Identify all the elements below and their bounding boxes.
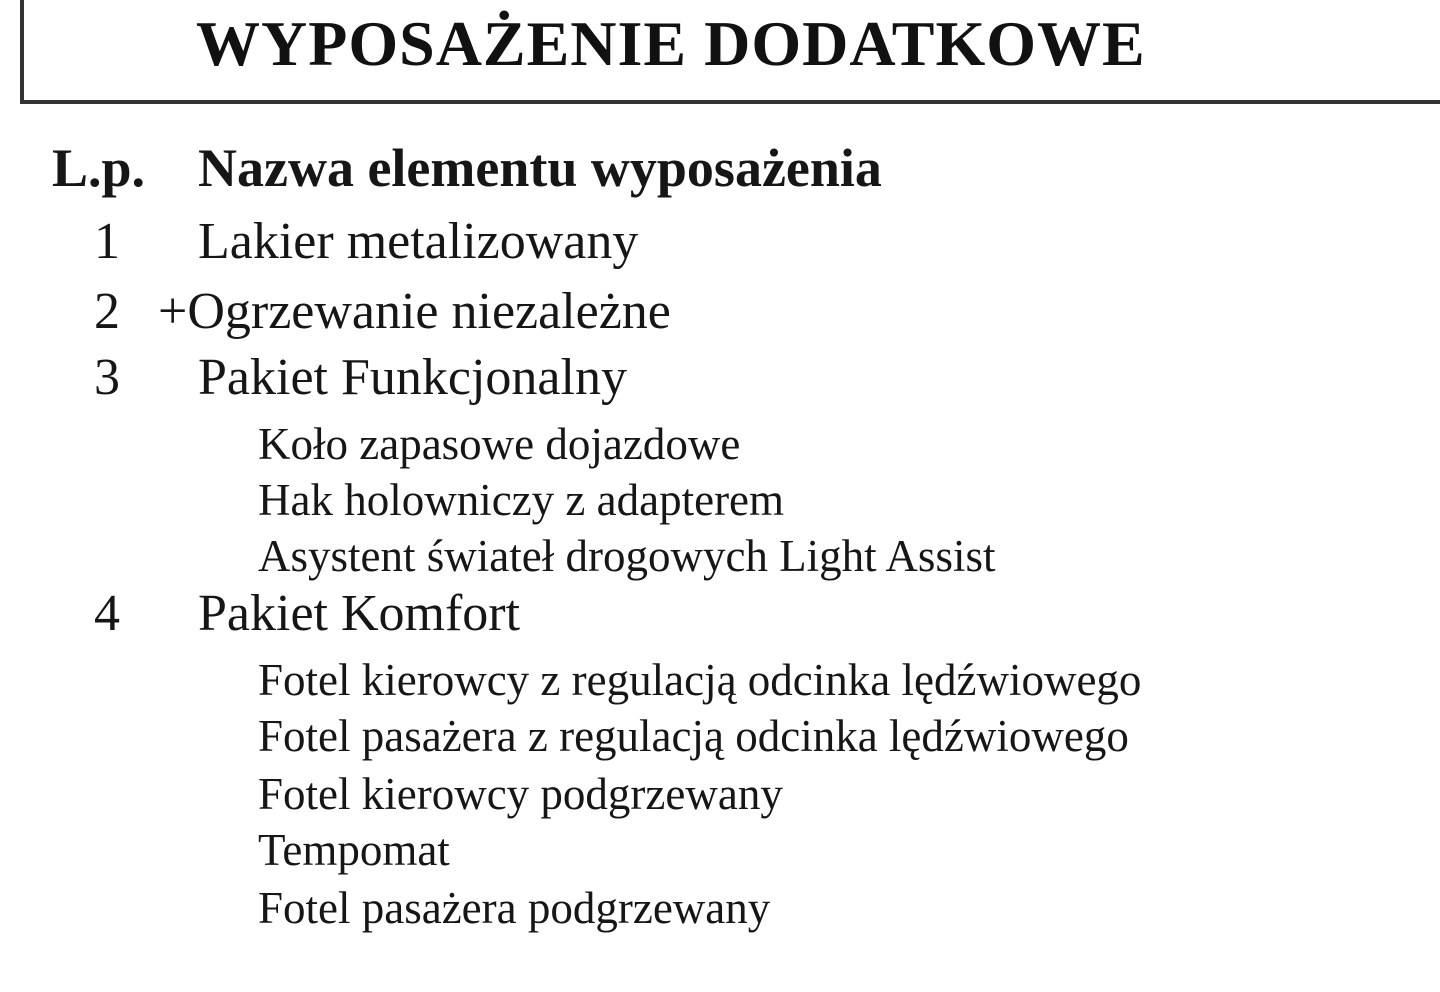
item-number: 4: [94, 585, 120, 642]
sub-item: Koło zapasowe dojazdowe: [258, 419, 741, 469]
page-title: WYPOSAŻENIE DODATKOWE: [196, 8, 1146, 79]
sub-item: Fotel pasażera z regulacją odcinka lędźwiowego: [258, 711, 1129, 761]
sub-item: Asystent świateł drogowych Light Assist: [258, 531, 996, 581]
item-name: Pakiet Funkcjonalny: [198, 349, 627, 406]
sub-item: Fotel kierowcy podgrzewany: [258, 769, 783, 819]
item-number: 1: [94, 213, 120, 270]
item-name: Lakier metalizowany: [198, 213, 639, 270]
column-header-name: Nazwa elementu wyposażenia: [198, 138, 882, 198]
item-name: +Ogrzewanie niezależne: [158, 283, 671, 340]
item-number: 2: [94, 283, 120, 340]
item-name: Pakiet Komfort: [198, 585, 521, 642]
item-number: 3: [94, 349, 120, 406]
sub-item: Hak holowniczy z adapterem: [258, 475, 785, 525]
column-header-lp: L.p.: [52, 138, 146, 198]
sub-item: Fotel pasażera podgrzewany: [258, 883, 771, 933]
sub-item: Tempomat: [258, 825, 450, 875]
sub-item: Fotel kierowcy z regulacją odcinka lędźwiowego: [258, 655, 1142, 705]
